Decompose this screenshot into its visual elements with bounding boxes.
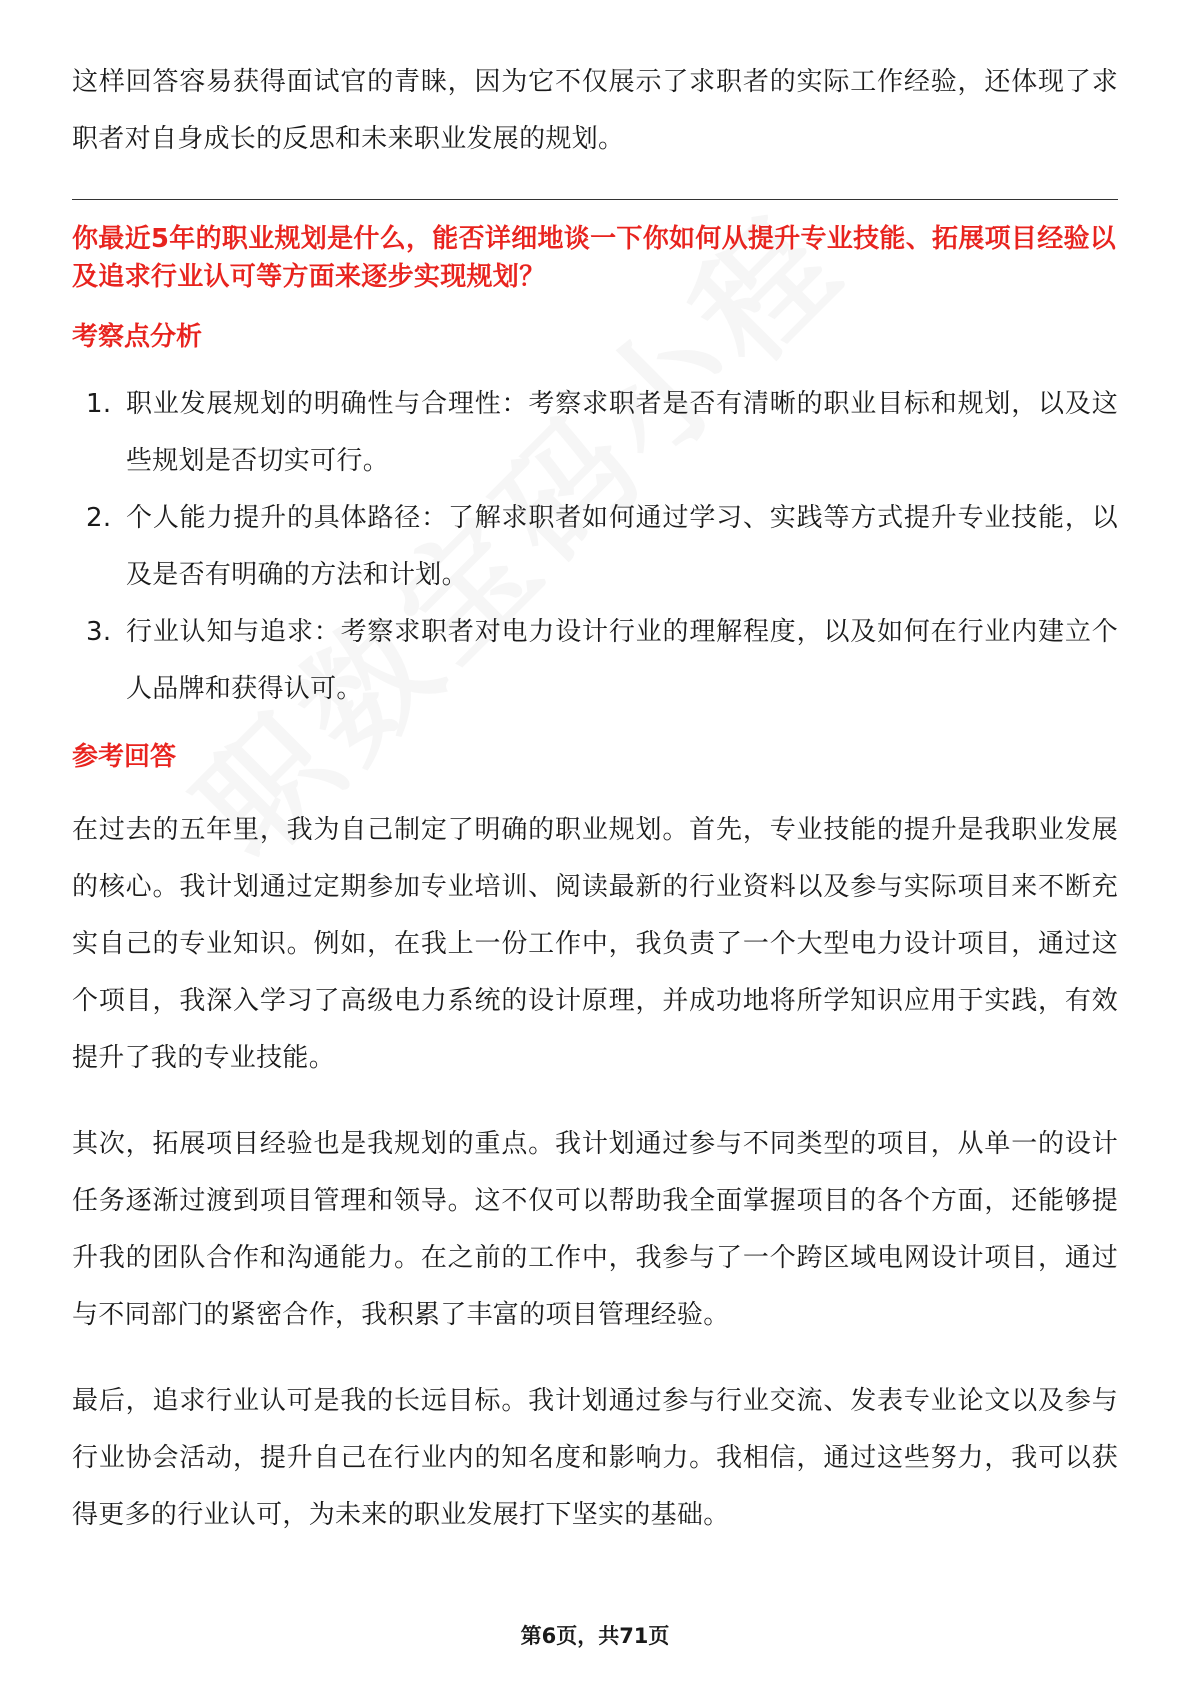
- point-number: 1.: [86, 389, 112, 419]
- point-text: 行业认知与追求：考察求职者对电力设计行业的理解程度，以及如何在行业内建立个人品牌和获得认可。: [126, 617, 1118, 704]
- analysis-points: [72, 376, 1118, 718]
- analysis-point: [72, 604, 1118, 718]
- answer-paragraph: 最后，追求行业认可是我的长远目标。我计划通过参与行业交流、发表专业论文以及参与行业协会活动，提升自己在行业内的知名度和影响力。我相信，通过这些努力，我可以获得更多的行业认可，为未来的职业发展打下坚实的基础。: [72, 1386, 1118, 1530]
- page-number: 第6页，共71页: [520, 1624, 670, 1648]
- answer-body: [72, 802, 1118, 1544]
- point-text: 职业发展规划的明确性与合理性：考察求职者是否有清晰的职业目标和规划，以及这些规划是否切实可行。: [126, 389, 1118, 476]
- answer-paragraph: 其次，拓展项目经验也是我规划的重点。我计划通过参与不同类型的项目，从单一的设计任务逐渐过渡到项目管理和领导。这不仅可以帮助我全面掌握项目的各个方面，还能够提升我的团队合作和沟通能力。在之前的工作中，我参与了一个跨区域电网设计项目，通过与不同部门的紧密合作，我积累了丰富的项目管理经验。: [72, 1129, 1118, 1330]
- point-number: 2.: [86, 503, 112, 533]
- answer-title: 参考回答: [72, 742, 177, 772]
- intro-paragraph: 这样回答容易获得面试官的青睐，因为它不仅展示了求职者的实际工作经验，还体现了求职者对自身成长的反思和未来职业发展的规划。: [72, 67, 1118, 154]
- analysis-point: [72, 376, 1118, 490]
- analysis-point: [72, 490, 1118, 604]
- answer-paragraph: 在过去的五年里，我为自己制定了明确的职业规划。首先，专业技能的提升是我职业发展的核心。我计划通过定期参加专业培训、阅读最新的行业资料以及参与实际项目来不断充实自己的专业知识。例如，在我上一份工作中，我负责了一个大型电力设计项目，通过这个项目，我深入学习了高级电力系统的设计原理，并成功地将所学知识应用于实践，有效提升了我的专业技能。: [72, 815, 1118, 1073]
- divider: [72, 199, 1118, 200]
- point-text: 个人能力提升的具体路径：了解求职者如何通过学习、实践等方式提升专业技能，以及是否有明确的方法和计划。: [126, 503, 1118, 590]
- point-number: 3.: [86, 617, 112, 647]
- document-page: [72, 54, 1118, 1573]
- analysis-title: 考察点分析: [72, 322, 203, 352]
- question-heading: 你最近5年的职业规划是什么，能否详细地谈一下你如何从提升专业技能、拓展项目经验以及追求行业认可等方面来逐步实现规划？: [72, 224, 1117, 292]
